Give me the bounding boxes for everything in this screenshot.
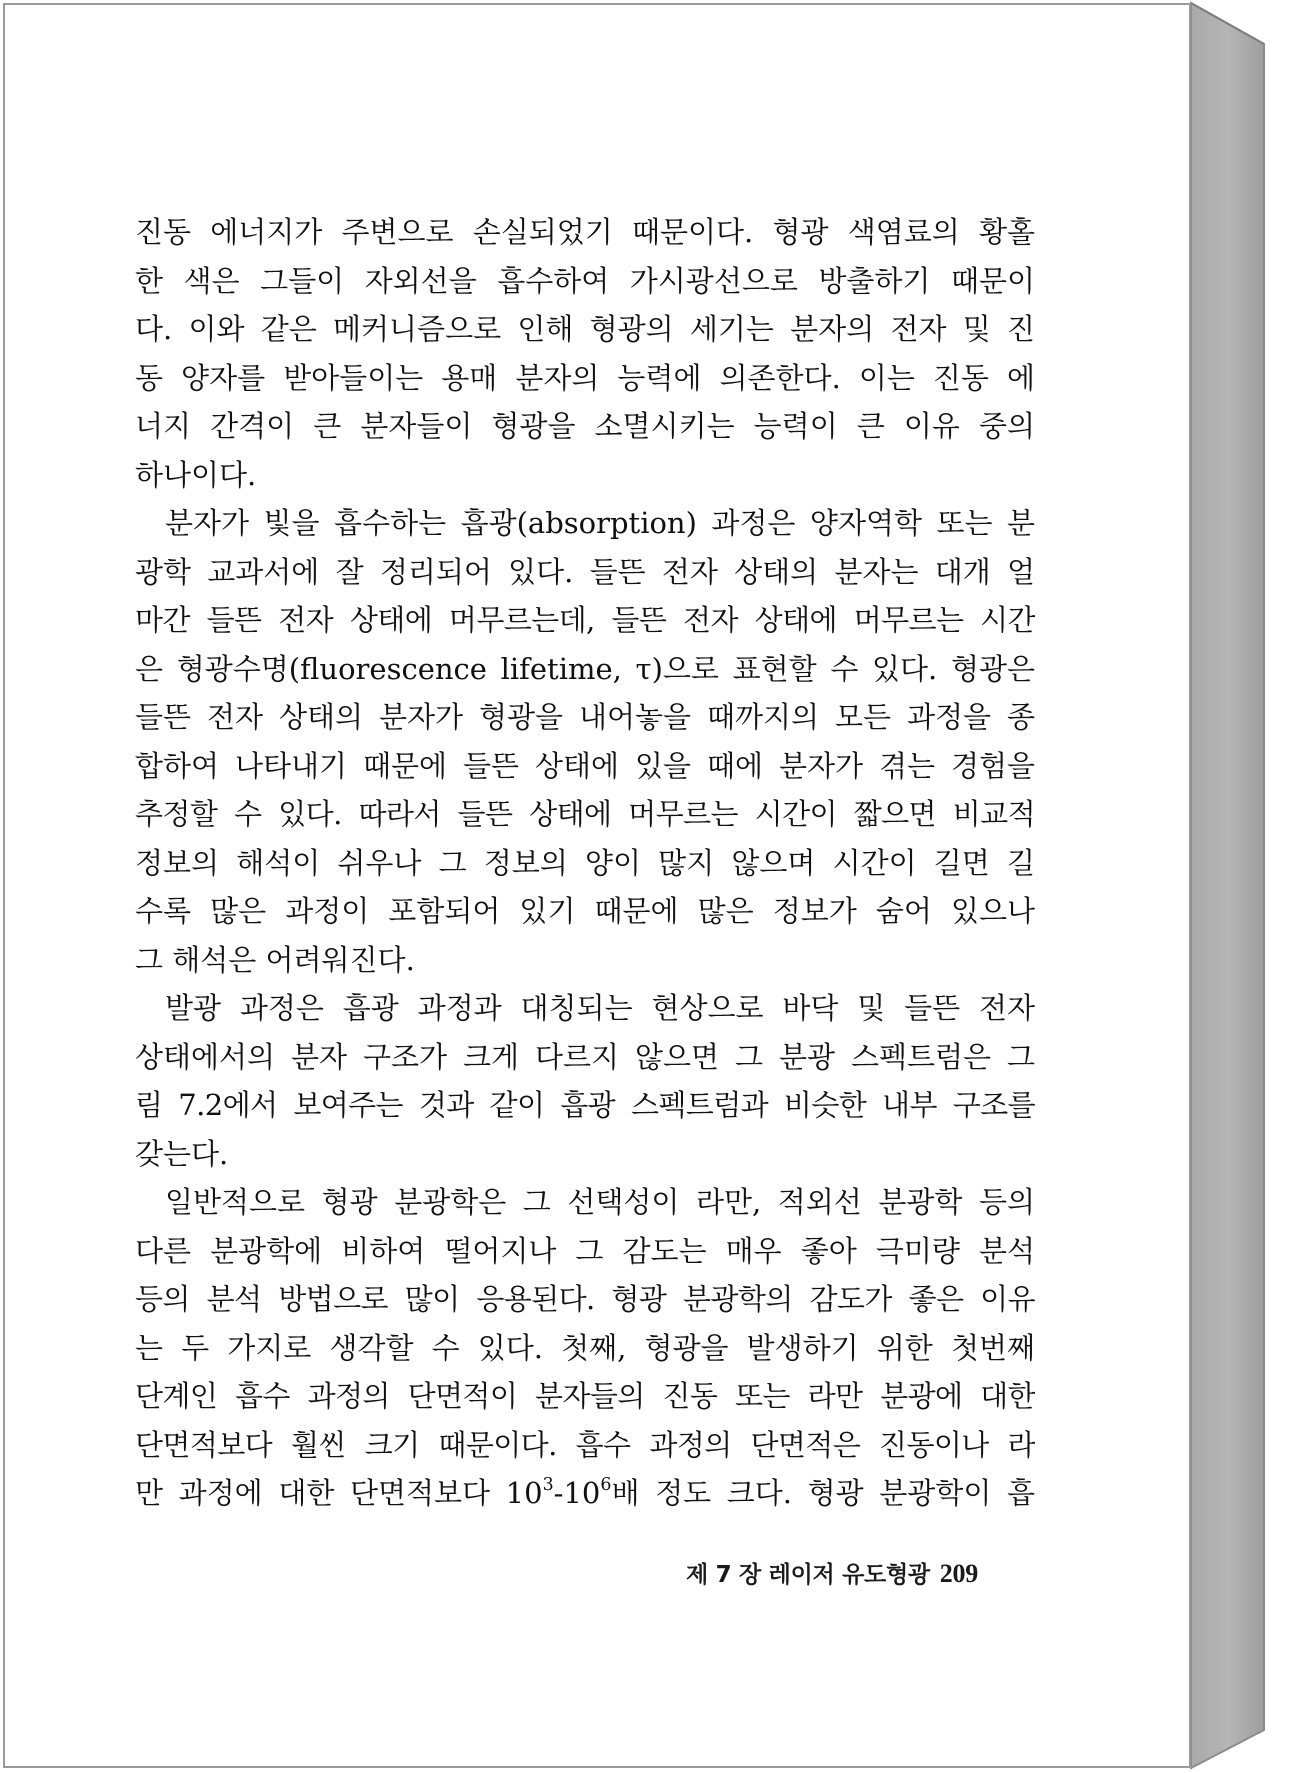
text-line: 합하여 나타내기 때문에 들뜬 상태에 있을 때에 분자가 겪는 경험을	[135, 748, 1035, 783]
text-line: 등의 분석 방법으로 많이 응용된다. 형광 분광학의 감도가 좋은 이유	[135, 1282, 1035, 1316]
text-line: 림 7.2에서 보여주는 것과 같이 흡광 스펙트럼과 비슷한 내부 구조를	[135, 1088, 1035, 1122]
text-line: 광학 교과서에 잘 정리되어 있다. 들뜬 전자 상태의 분자는 대개 얼	[135, 554, 1035, 589]
text-line: 발광 과정은 흡광 과정과 대칭되는 현상으로 바닥 및 들뜬 전자	[165, 991, 1035, 1025]
text-line: 한 색은 그들이 자외선을 흡수하여 가시광선으로 방출하기 때문이	[135, 263, 1035, 298]
text-line: 갖는다.	[135, 1136, 229, 1171]
text-line: 다. 이와 같은 메커니즘으로 인해 형광의 세기는 분자의 전자 및 진	[135, 312, 1035, 346]
text-line: 수록 많은 과정이 포함되어 있기 때문에 많은 정보가 숨어 있으나	[135, 894, 1035, 928]
page-footer	[686, 1556, 978, 1589]
text-line: 그 해석은 어려워진다.	[135, 942, 415, 977]
text-line-with-exponents	[135, 1469, 1035, 1518]
text-line: 는 두 가지로 생각할 수 있다. 첫째, 형광을 발생하기 위한 첫번째	[135, 1330, 1035, 1365]
running-chapter-title: 제 7 장 레이저 유도형광	[686, 1562, 930, 1588]
text-line: 단면적보다 훨씬 크기 때문이다. 흡수 과정의 단면적은 진동이나 라	[135, 1427, 1035, 1462]
text-line: 분자가 빛을 흡수하는 흡광(absorption) 과정은 양자역학 또는 분	[165, 506, 1035, 540]
exponent: 6	[600, 1474, 612, 1495]
text-line: 마간 들뜬 전자 상태에 머무르는데, 들뜬 전자 상태에 머무르는 시간	[135, 603, 1035, 637]
text-line: 추정할 수 있다. 따라서 들뜬 상태에 머무르는 시간이 짧으면 비교적	[135, 797, 1035, 831]
text-line: 다른 분광학에 비하여 떨어지나 그 감도는 매우 좋아 극미량 분석	[135, 1233, 1035, 1268]
text-segment: -10	[553, 1476, 601, 1510]
text-line: 진동 에너지가 주변으로 손실되었기 때문이다. 형광 색염료의 황홀	[135, 215, 1035, 249]
text-line: 일반적으로 형광 분광학은 그 선택성이 라만, 적외선 분광학 등의	[165, 1185, 1035, 1219]
exponent: 3	[542, 1474, 554, 1495]
text-line: 상태에서의 분자 구조가 크게 다르지 않으면 그 분광 스펙트럼은 그	[135, 1039, 1035, 1074]
text-line: 은 형광수명(fluorescence lifetime, τ)으로 표현할 수 있다. 형광은	[135, 651, 1035, 686]
text-line: 하나이다.	[135, 457, 257, 492]
text-segment: 배 정도 크다. 형광 분광학이 흡	[611, 1476, 1035, 1510]
page-number: 209	[939, 1559, 978, 1588]
text-line: 동 양자를 받아들이는 용매 분자의 능력에 의존한다. 이는 진동 에	[135, 360, 1035, 395]
text-line: 정보의 해석이 쉬우나 그 정보의 양이 많지 않으며 시간이 길면 길	[135, 845, 1035, 880]
text-segment: 만 과정에 대한 단면적보다 10	[135, 1476, 543, 1510]
text-line: 너지 간격이 큰 분자들이 형광을 소멸시키는 능력이 큰 이유 중의	[135, 409, 1035, 443]
text-line: 단계인 흡수 과정의 단면적이 분자들의 진동 또는 라만 분광에 대한	[135, 1379, 1035, 1413]
body-text	[135, 208, 1035, 1518]
text-line: 들뜬 전자 상태의 분자가 형광을 내어놓을 때까지의 모든 과정을 종	[135, 700, 1035, 734]
